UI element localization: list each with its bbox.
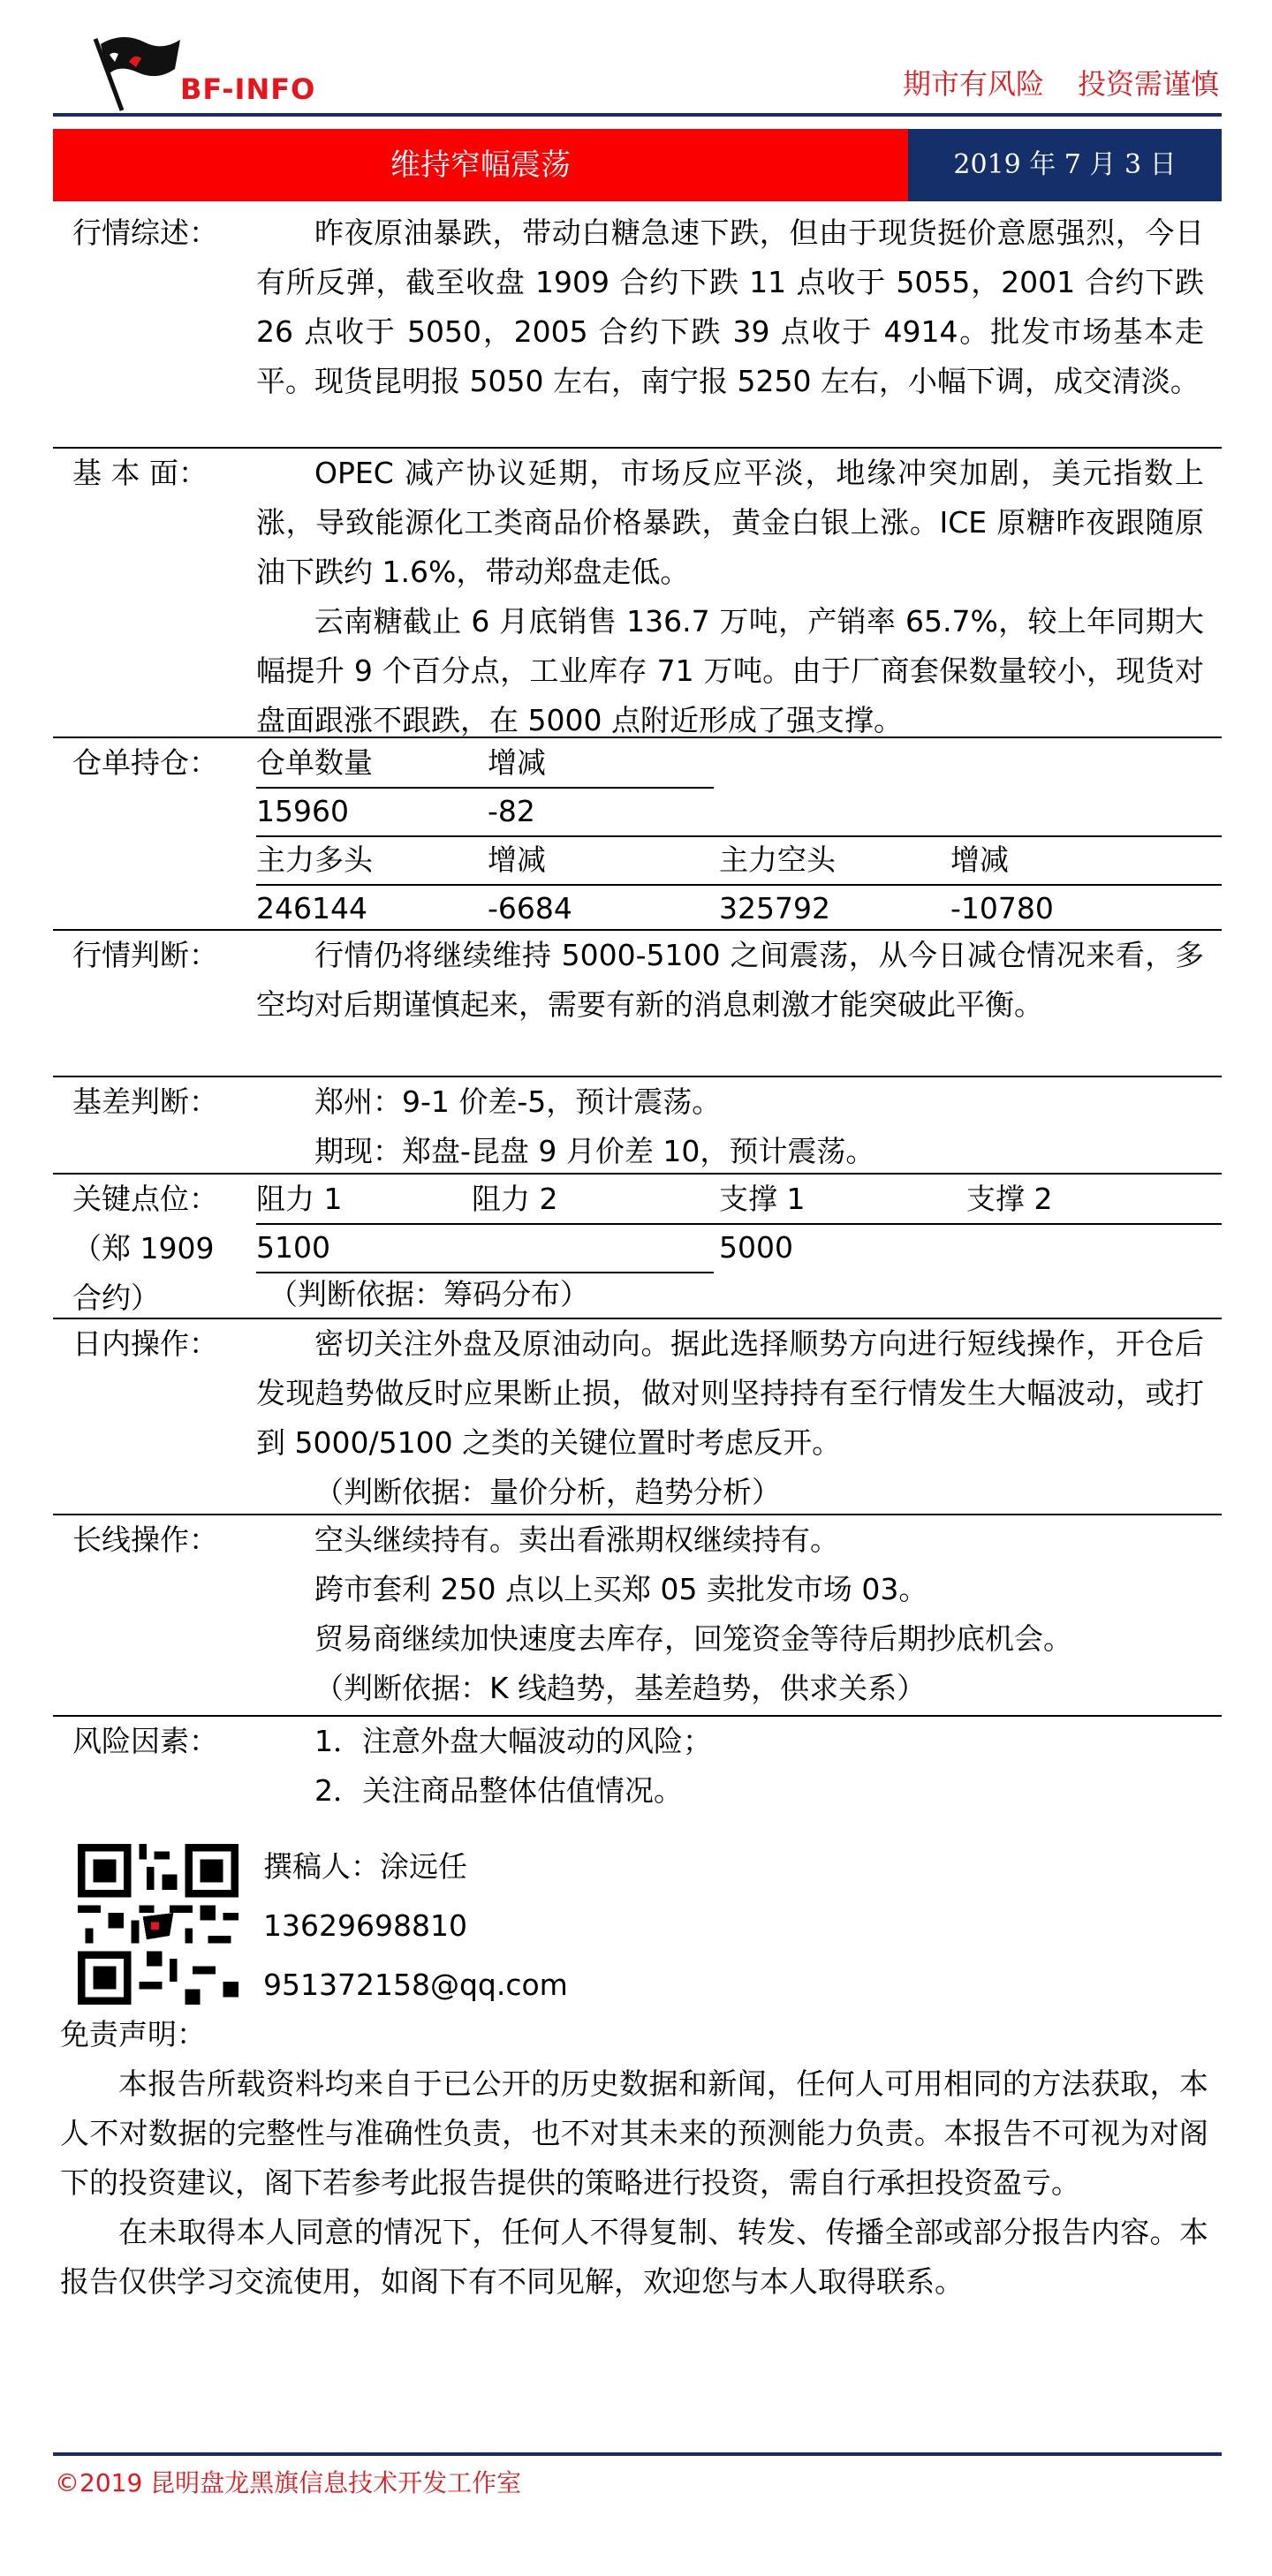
- page-header: [53, 19, 1219, 117]
- logo-text: BF-INFO: [180, 72, 316, 106]
- section-long-term: [53, 1515, 1222, 1717]
- section-content: [256, 208, 1204, 406]
- position-header-row: [256, 835, 1222, 885]
- section-basis: [53, 1077, 1222, 1175]
- risk-item-2: 2．关注商品整体估值情况。: [314, 1773, 683, 1808]
- levels-value-row: [256, 1223, 1222, 1273]
- section-risk: [53, 1717, 1222, 1824]
- header-divider: [53, 113, 1222, 117]
- support-2-header: 支撑 2: [966, 1182, 1053, 1216]
- receipts-header: 仓单数量: [256, 745, 373, 780]
- short-value: 325792: [719, 891, 830, 925]
- section-label: 基 本 面：: [72, 456, 208, 490]
- section-content: [256, 1515, 1204, 1713]
- market-summary-text: 昨夜原油暴跌，带动白糖急速下跌，但由于现货挺价意愿强烈，今日有所反弹，截至收盘 1909 合约下跌 11 点收于 5055，2001 合约下跌 26 点收于 5050，2005 合约下跌 39 点收于 4914。批发市场基本走平。现货昆明报 5050 左右，南宁报 5250 左右，小幅下调，成交清淡。: [256, 215, 1204, 398]
- section-label: 仓单持仓：: [72, 745, 218, 780]
- section-fundamentals: [53, 449, 1222, 738]
- key-levels-contract-end: 合约）: [72, 1280, 160, 1315]
- resistance-1-value: 5100: [256, 1230, 330, 1265]
- title-banner: [53, 129, 1222, 201]
- long-term-line-3: 贸易商继续加快速度去库存，回笼资金等待后期抄底机会。: [314, 1621, 1072, 1656]
- disclaimer-title: 免责声明：: [60, 2017, 206, 2051]
- section-label: [72, 1175, 218, 1323]
- key-levels-contract: （郑 1909: [72, 1231, 215, 1265]
- receipts-change-value: -82: [488, 794, 535, 828]
- levels-header-row: [256, 1175, 1222, 1224]
- support-1-header: 支撑 1: [719, 1182, 806, 1216]
- intraday-note: （判断依据：量价分析，趋势分析）: [314, 1475, 781, 1509]
- section-label: 行情判断：: [72, 938, 218, 972]
- judgment-text: 行情仍将继续维持 5000-5100 之间震荡，从今日减仓情况来看，多空均对后期谨慎起来，需要有新的消息刺激才能突破此平衡。: [256, 938, 1204, 1022]
- short-header: 主力空头: [719, 842, 836, 877]
- slogan-1: 期市有风险: [902, 67, 1044, 101]
- levels-basis-note: （判断依据：筹码分布）: [269, 1277, 589, 1311]
- footer-copyright: ©2019 昆明盘龙黑旗信息技术开发工作室: [55, 2468, 522, 2497]
- report-date: 2019 年 7 月 3 日: [908, 129, 1222, 201]
- section-intraday: [53, 1319, 1222, 1515]
- risk-slogan: [869, 62, 1219, 102]
- section-judgment: [53, 931, 1222, 1077]
- section-key-levels: [53, 1175, 1222, 1319]
- section-label: 长线操作：: [72, 1522, 218, 1557]
- section-label: 基差判断：: [72, 1084, 218, 1119]
- basis-line-2: 期现：郑盘-昆盘 9 月价差 10，预计震荡。: [314, 1134, 875, 1168]
- levels-note-row: [256, 1270, 874, 1319]
- section-content: [256, 1717, 1204, 1816]
- receipts-value: 15960: [256, 794, 349, 828]
- disclaimer-paragraph-1: 本报告所载资料均来自于已公开的历史数据和新闻，任何人可用相同的方法获取，本人不对数据的完整性与准确性负责，也不对其未来的预测能力负责。本报告不可视为对阁下的投资建议，阁下若参考此报告提供的策略进行投资，需自行承担投资盈亏。: [60, 2066, 1208, 2200]
- section-content: [256, 931, 1204, 1030]
- risk-item-1: 1．注意外盘大幅波动的风险；: [314, 1724, 712, 1758]
- contact-phone: 13629698810: [263, 1908, 467, 1943]
- report-title: 维持窄幅震荡: [53, 129, 908, 201]
- qr-code: [78, 1844, 238, 2005]
- long-term-line-2: 跨市套利 250 点以上买郑 05 卖批发市场 03。: [314, 1572, 928, 1606]
- bf-info-logo: [83, 26, 348, 124]
- support-1-value: 5000: [719, 1230, 793, 1265]
- slogan-2: 投资需谨慎: [1077, 67, 1219, 101]
- section-label: 日内操作：: [72, 1326, 218, 1361]
- receipts-header-row: [256, 738, 733, 788]
- position-value-row: [256, 884, 1222, 933]
- contact-author: 撰稿人：涂远任: [263, 1849, 467, 1884]
- section-content: [256, 1319, 1204, 1517]
- resistance-1-header: 阻力 1: [256, 1182, 343, 1216]
- black-flag-icon: [83, 26, 189, 115]
- receipts-value-row: [256, 787, 733, 836]
- contact-email[interactable]: 951372158@qq.com: [263, 1968, 568, 2002]
- section-label: 行情综述：: [72, 215, 218, 250]
- section-content: [256, 1077, 1204, 1176]
- intraday-text: 密切关注外盘及原油动向。据此选择顺势方向进行短线操作，开仓后发现趋势做反时应果断止损，做对则坚持持有至行情发生大幅波动，或打到 5000/5100 之类的关键位置时考虑反开。: [256, 1326, 1204, 1460]
- long-term-line-1: 空头继续持有。卖出看涨期权继续持有。: [314, 1522, 839, 1557]
- long-header: 主力多头: [256, 842, 373, 877]
- section-market-summary: [53, 208, 1222, 449]
- basis-line-1: 郑州：9-1 价差-5，预计震荡。: [314, 1084, 722, 1119]
- key-levels-label: 关键点位：: [72, 1182, 218, 1216]
- footer-divider: [53, 2452, 1222, 2456]
- section-content: [256, 449, 1204, 745]
- long-value: 246144: [256, 891, 367, 925]
- receipts-change-header: 增减: [488, 745, 546, 780]
- resistance-2-header: 阻力 2: [472, 1182, 558, 1216]
- section-warehouse: [53, 738, 1222, 927]
- fundamentals-paragraph-2: 云南糖截止 6 月底销售 136.7 万吨，产销率 65.7%，较上年同期大幅提升 9 个百分点，工业库存 71 万吨。由于厂商套保数量较小，现货对盘面跟涨不跟跌，在 5000 点附近形成了强支撑。: [256, 604, 1204, 737]
- fundamentals-paragraph-1: OPEC 减产协议延期，市场反应平淡，地缘冲突加剧，美元指数上涨，导致能源化工类商品价格暴跌，黄金白银上涨。ICE 原糖昨夜跟随原油下跌约 1.6%，带动郑盘走低。: [256, 456, 1204, 589]
- section-label: 风险因素：: [72, 1724, 218, 1758]
- disclaimer: [60, 2010, 1208, 2307]
- long-term-note: （判断依据：K 线趋势，基差趋势，供求关系）: [314, 1671, 927, 1705]
- long-change-header: 增减: [488, 842, 546, 877]
- short-change-header: 增减: [950, 842, 1009, 877]
- short-change-value: -10780: [950, 891, 1054, 925]
- disclaimer-paragraph-2: 在未取得本人同意的情况下，任何人不得复制、转发、传播全部或部分报告内容。本报告仅供学习交流使用，如阁下有不同见解，欢迎您与本人取得联系。: [60, 2215, 1208, 2299]
- long-change-value: -6684: [488, 891, 572, 925]
